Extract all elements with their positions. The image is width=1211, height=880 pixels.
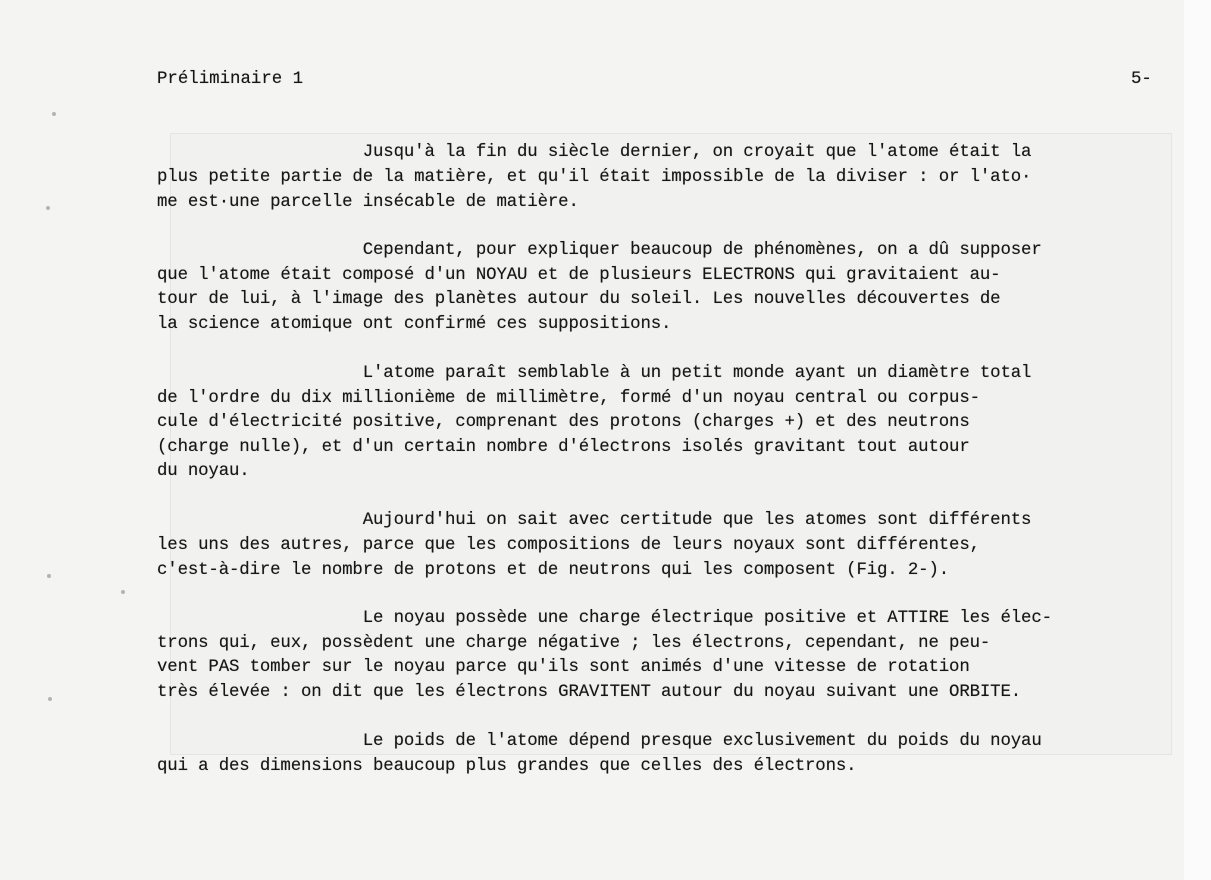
text-line: de l'ordre du dix millionième de millimètre, formé d'un noyau central ou corpus- [157, 389, 980, 408]
text-line: tour de lui, à l'image des planètes autour du soleil. Les nouvelles découvertes de [157, 290, 1001, 309]
text-line: Aujourd'hui on sait avec certitude que les atomes sont différents [157, 511, 1032, 530]
text-line: les uns des autres, parce que les compositions de leurs noyaux sont différentes, [157, 536, 980, 555]
text-line: (charge nulle), et d'un certain nombre d'électrons isolés gravitant tout autour [157, 438, 970, 457]
margin-speck [52, 112, 56, 116]
page-number: 5- [1131, 70, 1152, 89]
text-line: L'atome paraît semblable à un petit monde ayant un diamètre total [157, 364, 1032, 383]
text-line: Le poids de l'atome dépend presque exclusivement du poids du noyau [157, 732, 1042, 751]
text-line: vent PAS tomber sur le noyau parce qu'ils sont animés d'une vitesse de rotation [157, 658, 970, 677]
text-line: plus petite partie de la matière, et qu'il était impossible de la diviser : or l'ato· [157, 168, 1032, 187]
page-section-title: Préliminaire 1 [157, 70, 304, 89]
text-line: du noyau. [157, 462, 250, 481]
margin-speck [121, 590, 125, 594]
text-line: trons qui, eux, possèdent une charge négative ; les électrons, cependant, ne peu- [157, 634, 991, 653]
text-line: très élevée : on dit que les électrons GRAVITENT autour du noyau suivant une ORBITE. [157, 683, 1022, 702]
text-line: Le noyau possède une charge électrique positive et ATTIRE les élec- [157, 609, 1052, 628]
text-line: qui a des dimensions beaucoup plus grandes que celles des électrons. [157, 757, 857, 776]
text-line: c'est-à-dire le nombre de protons et de neutrons qui les composent (Fig. 2-). [157, 561, 950, 580]
margin-speck [46, 206, 50, 210]
margin-speck [47, 574, 51, 578]
text-line: me est·une parcelle insécable de matière. [157, 193, 579, 212]
text-line: Jusqu'à la fin du siècle dernier, on croyait que l'atome était la [157, 143, 1032, 162]
text-line: cule d'électricité positive, comprenant des protons (charges +) et des neutrons [157, 413, 970, 432]
scan-margin [1184, 0, 1211, 880]
text-line: la science atomique ont confirmé ces suppositions. [157, 315, 672, 334]
margin-speck [48, 697, 52, 701]
text-line: que l'atome était composé d'un NOYAU et de plusieurs ELECTRONS qui gravitaient au- [157, 266, 1001, 285]
text-line: Cependant, pour expliquer beaucoup de phénomènes, on a dû supposer [157, 241, 1042, 260]
